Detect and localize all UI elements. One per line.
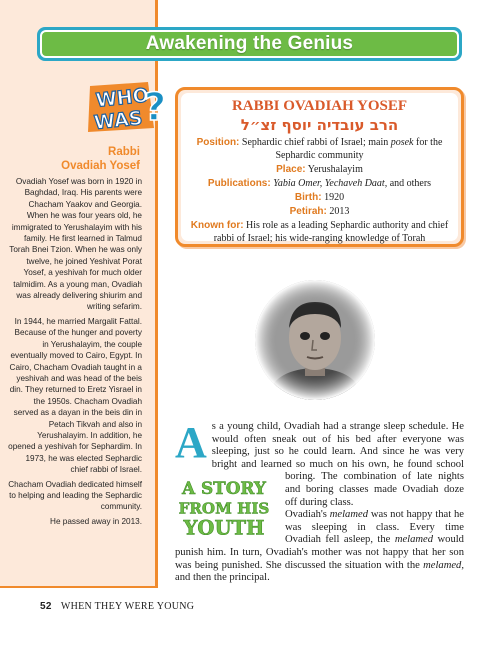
info-label: Publications: xyxy=(207,178,271,189)
page-footer xyxy=(40,601,194,612)
running-head: WHEN THEY WERE YOUNG xyxy=(60,601,195,612)
badge-line-3: YOUTH xyxy=(183,516,265,540)
story-text-span: and learned so much on his own, he found school boring. xyxy=(241,458,464,483)
story-text-span: s a young child, Ovadiah had a strange sleep schedule. He would often sneak out of his bed after everyone was sleeping, just so he could learn. And since he was very bright xyxy=(211,421,464,470)
badge-line-2: FROM HIS xyxy=(178,499,270,518)
story-italic: melamed xyxy=(329,509,369,521)
info-row-birth xyxy=(189,191,450,204)
story-from-his-youth-badge xyxy=(172,476,276,540)
info-name: RABBI OVADIAH YOSEF xyxy=(231,98,408,114)
who-was-logo xyxy=(84,80,166,136)
info-row-known-for xyxy=(189,219,450,245)
title-banner xyxy=(37,27,462,61)
info-label: Birth: xyxy=(294,192,322,203)
badge-line-1: A STORY xyxy=(182,477,266,498)
story-text-span: was not happy that he was sleeping in class. Every time Ovadiah fell asleep, the xyxy=(285,509,464,546)
info-value: His role as a leading Sephardic authority and chief rabbi of Israel; his wide-ranging knowledge of Torah xyxy=(213,220,449,244)
logo-word-was: WAS xyxy=(93,107,144,135)
story-text-span: The combination of late nights and boring classes made Ovadiah doze off during class. xyxy=(285,471,464,508)
sidebar-paragraph: He passed away in 2013. xyxy=(50,516,142,526)
story-text-span: would punish him. In turn, Ovadiah's mother was not happy that her son was being punished. She discussed the situation with the xyxy=(175,534,464,571)
info-label: Known for: xyxy=(190,220,244,231)
info-hebrew-name: הרב עובדיה יוסף זצ״ל xyxy=(240,116,399,134)
logo-word-who: WHO xyxy=(94,84,150,112)
page-number: 52 xyxy=(40,601,52,612)
story-text-span: Ovadiah's xyxy=(285,509,330,521)
sidebar-paragraph: In 1944, he married Margalit Fattal. Because of the hunger and poverty in Yerushalayim, the couple eventually moved to Cairo, Egypt. In Cairo, Chacham Ovadiah taught in a yeshivah and was head of the beis din. They returned to Eretz Yisrael in the 1950s. Chacham Ovadiah served as a dayan in the beis din in Petach Tikvah and also in Yerushalayim. In addition, he opened a yeshivah for Sephardim. In 1973, he was elected Sephardic chief rabbi of Israel. xyxy=(8,316,142,475)
info-row-place xyxy=(189,163,450,176)
child-portrait-photo xyxy=(255,280,375,400)
sidebar-heading xyxy=(12,145,140,173)
story-italic: melamed, xyxy=(423,559,464,571)
question-mark-icon: ? xyxy=(144,85,166,129)
sidebar-bottom-rule xyxy=(0,586,158,588)
info-label: Place: xyxy=(276,164,306,175)
info-row-petirah xyxy=(189,205,450,218)
sidebar-heading-line2: Ovadiah Yosef xyxy=(61,160,140,172)
info-value: Yerushalayim xyxy=(307,164,363,175)
info-value-italic: posek xyxy=(390,137,414,148)
info-row-publications xyxy=(189,177,450,190)
story-text-span: and then the principal. xyxy=(175,572,270,584)
info-value: 2013 xyxy=(329,206,350,217)
info-value-italic: Yabia Omer, Yechaveh Daat, xyxy=(273,178,388,189)
info-label: Petirah: xyxy=(289,206,327,217)
sidebar-heading-line1: Rabbi xyxy=(108,146,140,158)
sidebar-paragraph: Ovadiah Yosef was born in 1920 in Baghdad, Iraq. His parents were Chacham Yaakov and Georgia. When he was four years old, he immigrated to Yerushalayim with his family. He first learned in Talmud Torah Bnei Tzion. When he was only twelve, he joined Yeshivat Porat Yosef, a yeshivah for much older talmidim. As a young man, Ovadiah was already delivering shiurim and writing sefarim. xyxy=(9,177,142,312)
info-value: 1920 xyxy=(324,192,345,203)
info-row-position xyxy=(189,136,450,162)
info-box xyxy=(175,87,464,247)
drop-cap: A xyxy=(175,418,207,467)
info-value: Sephardic chief rabbi of Israel; main xyxy=(241,137,391,148)
info-label: Position: xyxy=(196,137,240,148)
photo-vignette xyxy=(255,280,375,400)
page-title: Awakening the Genius xyxy=(145,33,354,54)
title-banner-inner xyxy=(40,30,459,58)
info-value: and others xyxy=(387,178,432,189)
info-box-inner xyxy=(181,93,458,244)
sidebar-biography xyxy=(8,176,142,530)
story-italic: melamed xyxy=(394,534,434,546)
sidebar-paragraph: Chacham Ovadiah dedicated himself to helping and leading the Sephardic community. xyxy=(8,479,142,512)
info-value: for the Sephardic community xyxy=(275,137,443,161)
